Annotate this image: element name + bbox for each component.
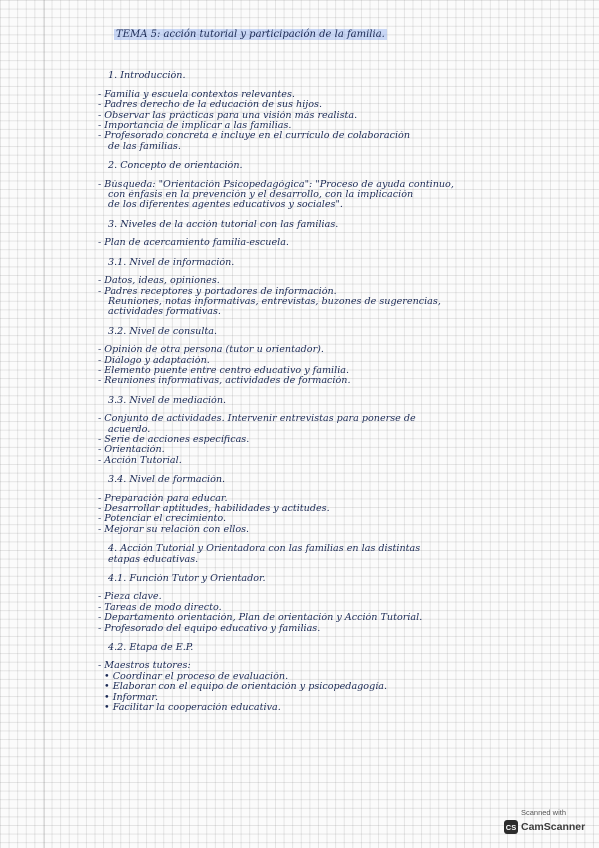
note-line: acuerdo. [108, 424, 151, 435]
note-line: - Plan de acercamiento familia-escuela. [98, 238, 289, 249]
page-title [114, 30, 387, 40]
note-line: - Pieza clave. [98, 592, 162, 603]
section-heading: 4.2. Etapa de E.P. [108, 643, 194, 654]
note-line: - Reuniones informativas, actividades de formación. [98, 376, 351, 387]
note-line: - Preparación para educar. [98, 493, 228, 504]
camscanner-watermark [504, 808, 588, 844]
note-line: - Conjunto de actividades. Intervenir entrevistas para ponerse de [98, 414, 416, 425]
section-heading-continued: etapas educativas. [108, 554, 199, 565]
section-heading: 3.4. Nivel de formación. [108, 475, 226, 486]
section-heading: 3. Niveles de la acción tutorial con las familias. [108, 219, 339, 230]
note-line: - Importancia de implicar a las familias. [98, 121, 292, 132]
note-line: - Observar las prácticas para una visión más realista. [98, 110, 358, 121]
note-subitem: • Coordinar el proceso de evaluación. [104, 671, 289, 682]
note-line: - Mejorar su relación con ellos. [98, 524, 250, 535]
section-heading: 4. Acción Tutorial y Orientadora con las familias en las distintas [108, 544, 421, 555]
note-line: - Tareas de modo directo. [98, 602, 222, 613]
scanned-with-label: Scanned with [520, 808, 566, 817]
note-line: Reuniones, notas informativas, entrevistas, buzones de sugerencias, [108, 296, 441, 307]
note-line: - Padres derecho de la educación de sus hijos. [98, 100, 323, 111]
note-line: - Profesorado concreta e incluye en el currículo de colaboración [98, 131, 411, 142]
note-line: - Opinión de otra persona (tutor u orientador). [98, 345, 324, 356]
note-line: de los diferentes agentes educativos y sociales". [108, 200, 343, 211]
note-line: - Serie de acciones específicas. [98, 434, 250, 445]
note-line: - Potenciar el crecimiento. [98, 514, 227, 525]
notes-content [100, 30, 570, 714]
note-line: - Familia y escuela contextos relevantes. [98, 89, 295, 100]
title-text: TEMA 5: acción tutorial y participación de la familia. [116, 29, 385, 40]
note-line: de las familias. [108, 141, 181, 152]
section-heading: 3.2. Nivel de consulta. [108, 326, 218, 337]
note-line: - Maestros tutores: [98, 661, 191, 672]
note-line: - Elemento puente entre centro educativo y familia. [98, 365, 350, 376]
camscanner-logo [504, 820, 588, 834]
section-heading: 3.1. Nivel de información. [108, 257, 235, 268]
note-line: con énfasis en la prevención y el desarrollo, con la implicación [108, 190, 414, 201]
section-heading: 1. Introducción. [108, 71, 186, 82]
note-line: - Acción Tutorial. [98, 455, 182, 466]
note-line: - Datos, ideas, opiniones. [98, 276, 220, 287]
note-subitem: • Facilitar la cooperación educativa. [104, 703, 281, 714]
note-subitem: • Elaborar con el equipo de orientación y psicopedagogía. [104, 682, 388, 693]
note-subitem: • Informar. [104, 692, 158, 703]
note-line: - Departamento orientación, Plan de orientación y Acción Tutorial. [98, 613, 423, 624]
margin-line [44, 0, 45, 848]
note-line: - Profesorado del equipo educativo y familias. [98, 623, 321, 634]
camscanner-icon: CS [504, 820, 518, 834]
section-heading: 4.1. Función Tutor y Orientador. [108, 574, 266, 585]
note-line: - Desarrollar aptitudes, habilidades y actitudes. [98, 504, 330, 514]
camscanner-name: CamScanner [521, 821, 586, 833]
note-line: - Padres receptores y portadores de información. [98, 286, 337, 297]
section-heading: 2. Concepto de orientación. [108, 161, 243, 172]
note-line: - Búsqueda: "Orientación Psicopedagógica": "Proceso de ayuda continuo, [98, 179, 454, 190]
note-line: actividades formativas. [108, 307, 221, 318]
note-line: - Orientación. [98, 445, 165, 456]
note-line: - Diálogo y adaptación. [98, 355, 210, 366]
section-heading: 3.3. Nivel de mediación. [108, 395, 227, 406]
